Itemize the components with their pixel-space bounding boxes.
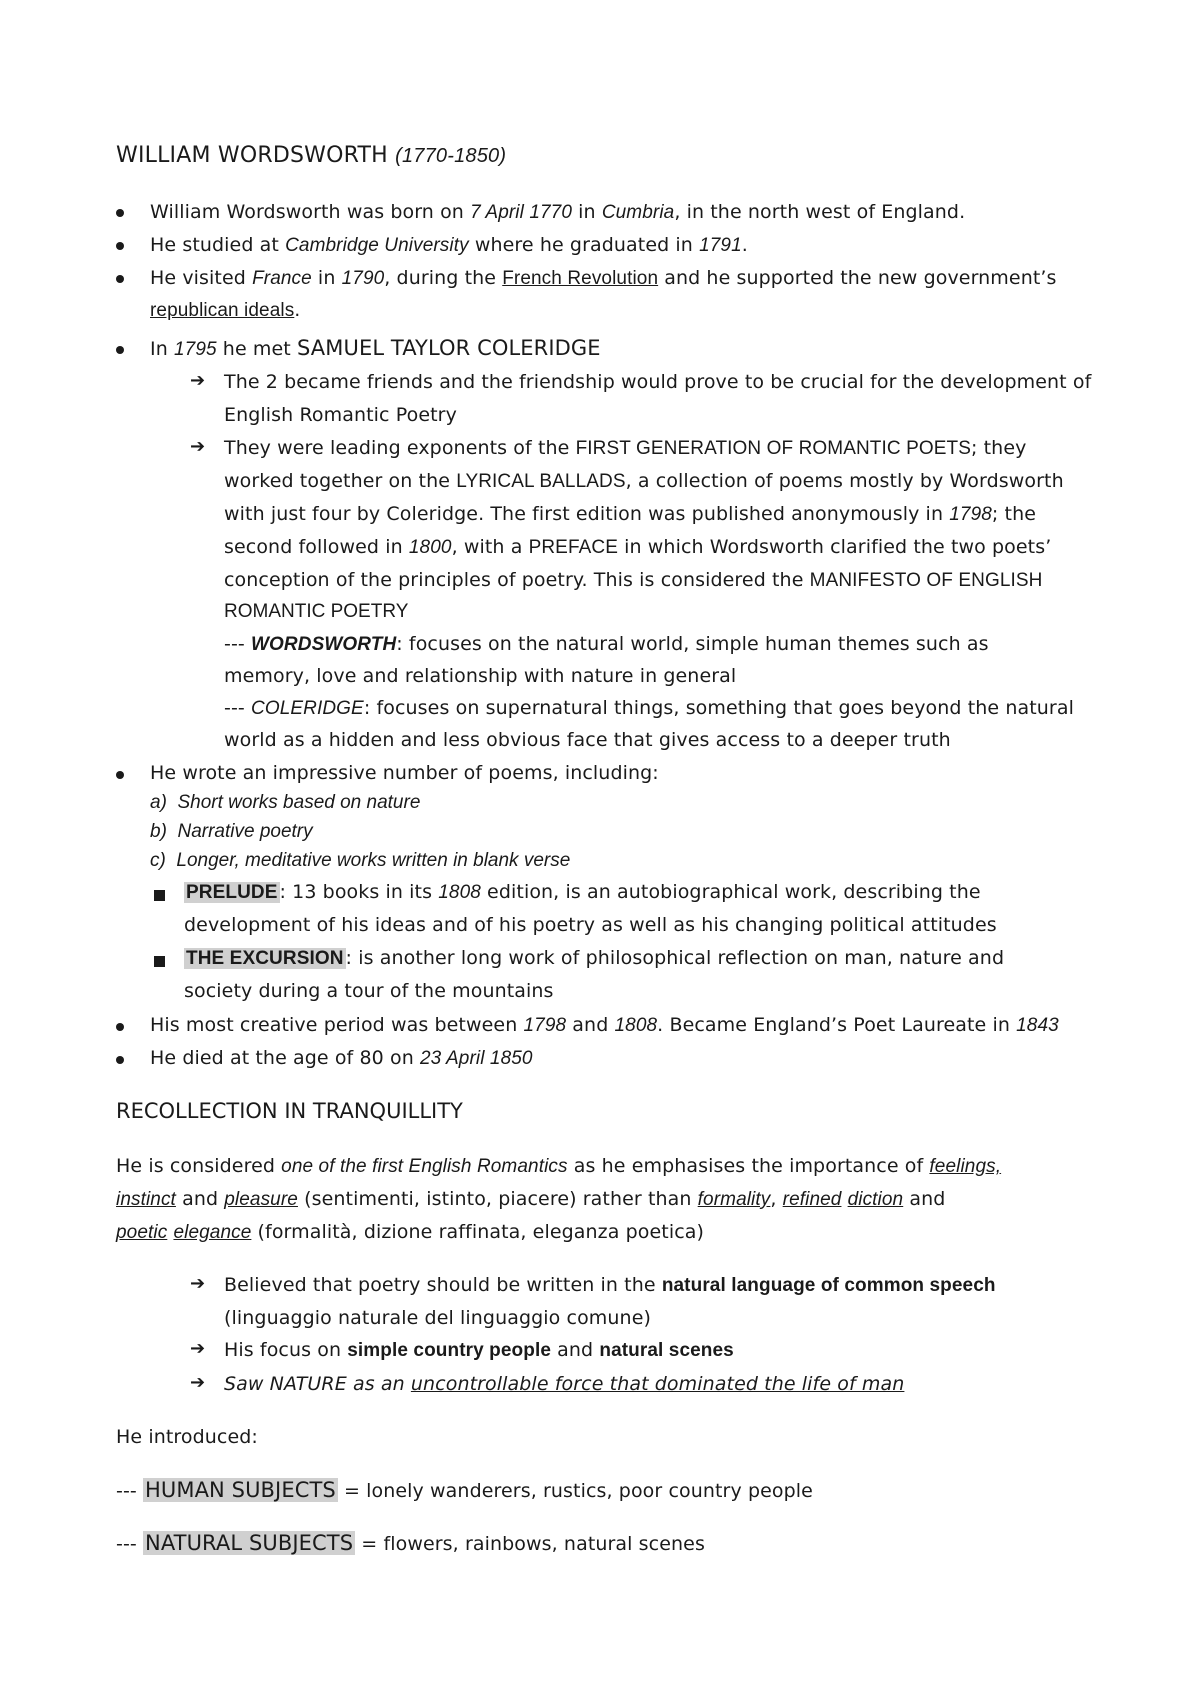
square-bullet-icon — [154, 956, 165, 967]
section-heading: RECOLLECTION IN TRANQUILLITY — [116, 1099, 463, 1123]
wordsworth-line2: memory, love and relationship with nature in general — [224, 665, 737, 687]
list-item: b) Narrative poetry — [150, 821, 313, 842]
recollection-line1b: (linguaggio naturale del linguaggio comune) — [224, 1307, 652, 1329]
arrow-right-icon: ➔ — [190, 436, 206, 457]
excursion-line1: THE EXCURSION : is another long work of philosophical reflection on man, nature and — [186, 947, 1005, 969]
arrow2-line6: ROMANTIC POETRY — [224, 601, 409, 622]
recollection-line1: Believed that poetry should be written in the natural language of common speech — [224, 1274, 996, 1296]
bio-line-2: He studied at Cambridge University where he graduated in 1791. — [150, 234, 748, 256]
coleridge-line1: --- COLERIDGE: focuses on supernatural things, something that goes beyond the natural — [224, 697, 1074, 719]
introduced-label: He introduced: — [116, 1426, 258, 1448]
bullet-icon — [116, 346, 124, 354]
list-item: c) Longer, meditative works written in blank verse — [150, 850, 571, 871]
coleridge-line2: world as a hidden and less obvious face that gives access to a deeper truth — [224, 729, 951, 751]
bullet-icon — [116, 275, 124, 283]
arrow1-line2: English Romantic Poetry — [224, 404, 457, 426]
subjects-human: --- HUMAN SUBJECTS = lonely wanderers, rustics, poor country people — [116, 1478, 813, 1502]
wordsworth-line1: --- WORDSWORTH: focuses on the natural world, simple human themes such as — [224, 633, 989, 655]
arrow2-line1: They were leading exponents of the FIRST GENERATION OF ROMANTIC POETS; they — [224, 437, 1027, 459]
title-name: WILLIAM WORDSWORTH — [116, 143, 388, 168]
bio-line-1: William Wordsworth was born on 7 April 1770 in Cumbria, in the north west of England. — [150, 201, 966, 223]
title-years: (1770-1850) — [395, 145, 507, 167]
arrow-right-icon: ➔ — [190, 370, 206, 391]
bio-line-7: He died at the age of 80 on 23 April 1850 — [150, 1047, 533, 1069]
arrow2-line5: conception of the principles of poetry. This is considered the MANIFESTO OF ENGLISH — [224, 569, 1043, 591]
recollection-line2: His focus on simple country people and natural scenes — [224, 1339, 734, 1361]
paragraph-line1: He is considered one of the first English Romantics as he emphasises the importance of feelings, — [116, 1155, 1002, 1177]
page-title — [116, 143, 506, 168]
paragraph-line2: instinct and pleasure (sentimenti, istinto, piacere) rather than formality, refined diction and — [116, 1188, 946, 1210]
arrow2-line4: second followed in 1800, with a PREFACE in which Wordsworth clarified the two poets’ — [224, 536, 1052, 558]
square-bullet-icon — [154, 890, 165, 901]
arrow-right-icon: ➔ — [190, 1372, 206, 1393]
bio-line-4: In 1795 he met SAMUEL TAYLOR COLERIDGE — [150, 336, 601, 360]
bio-line-3: He visited France in 1790, during the French Revolution and he supported the new government’s — [150, 267, 1057, 289]
bullet-icon — [116, 1056, 124, 1064]
arrow-right-icon: ➔ — [190, 1338, 206, 1359]
list-item: a) Short works based on nature — [150, 792, 421, 813]
subjects-natural: --- NATURAL SUBJECTS = flowers, rainbows, natural scenes — [116, 1531, 705, 1555]
bullet-icon — [116, 242, 124, 250]
arrow2-line3: with just four by Coleridge. The first edition was published anonymously in 1798; the — [224, 503, 1037, 525]
arrow2-line2: worked together on the LYRICAL BALLADS, a collection of poems mostly by Wordsworth — [224, 470, 1064, 492]
recollection-line3: Saw NATURE as an uncontrollable force that dominated the life of man — [224, 1373, 905, 1395]
bullet-icon — [116, 771, 124, 779]
bullet-icon — [116, 1023, 124, 1031]
prelude-line1: PRELUDE : 13 books in its 1808 edition, is an autobiographical work, describing the — [186, 881, 981, 903]
paragraph-line3: poetic elegance (formalità, dizione raffinata, eleganza poetica) — [116, 1221, 705, 1243]
prelude-line2: development of his ideas and of his poetry as well as his changing political attitudes — [184, 914, 997, 936]
bio-line-5: He wrote an impressive number of poems, including: — [150, 762, 659, 784]
bio-line-3b: republican ideals. — [150, 299, 301, 321]
arrow-right-icon: ➔ — [190, 1273, 206, 1294]
bio-line-6: His most creative period was between 1798 and 1808. Became England’s Poet Laureate in 1843 — [150, 1014, 1059, 1036]
excursion-line2: society during a tour of the mountains — [184, 980, 554, 1002]
bullet-icon — [116, 209, 124, 217]
arrow1-line1: The 2 became friends and the friendship would prove to be crucial for the development of — [224, 371, 1092, 393]
